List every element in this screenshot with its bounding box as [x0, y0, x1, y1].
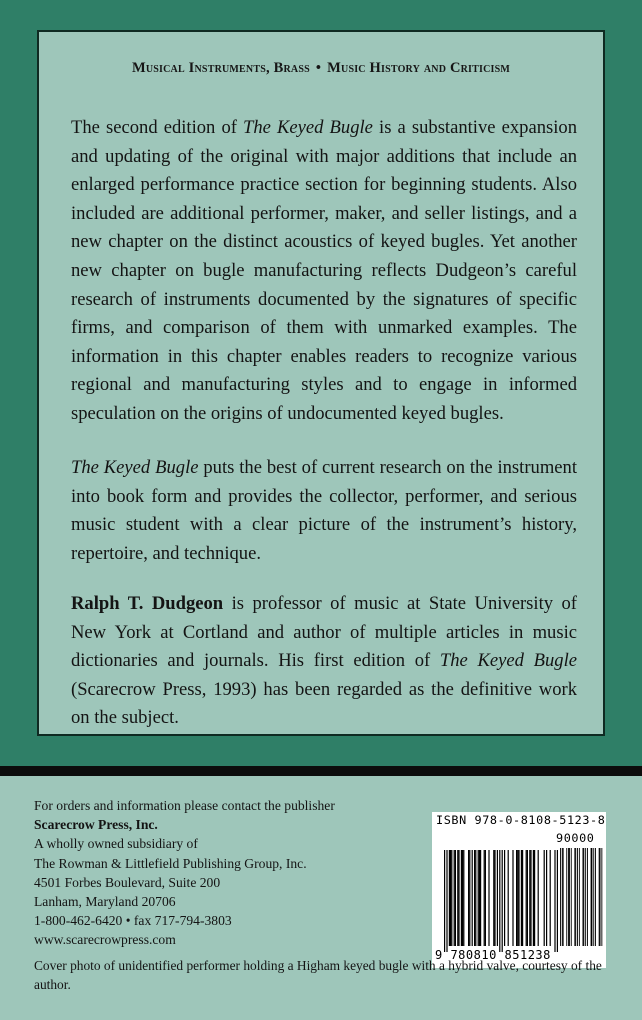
barcode-bar [546, 850, 547, 946]
category-line [39, 60, 603, 77]
addon-bar [574, 848, 575, 946]
barcode-bar [493, 850, 494, 946]
barcode-bar [444, 850, 445, 952]
addon-bar [601, 848, 602, 946]
barcode-bar [527, 850, 528, 946]
addon-bar [593, 848, 594, 946]
addon-bar [563, 848, 564, 946]
addon-bar [571, 848, 572, 946]
addon-bar [560, 848, 561, 946]
barcode-bar [479, 850, 480, 946]
barcode-bar [502, 850, 503, 952]
barcode-bar [508, 850, 509, 946]
barcode-bar [478, 850, 479, 946]
barcode-bars-icon [432, 812, 606, 968]
barcode-bar [516, 850, 517, 946]
barcode-bar [504, 850, 505, 946]
ean-number: 9 780810 851238 [435, 948, 551, 962]
barcode-bar [480, 850, 481, 946]
barcode-bar [499, 850, 500, 952]
barcode-bar [450, 850, 451, 946]
barcode-bar [550, 850, 551, 946]
publisher-phone: 1-800-462-6420 • fax 717-794-3803 [34, 913, 232, 929]
barcode-bar [538, 850, 539, 946]
barcode-bar [458, 850, 459, 946]
barcode-bar [557, 850, 558, 952]
barcode-bar [454, 850, 455, 946]
isbn-barcode [432, 812, 606, 968]
p2-book-title: The Keyed Bugle [71, 457, 199, 478]
addon-bar [600, 848, 601, 946]
barcode-bar [449, 850, 450, 946]
barcode-bar [472, 850, 473, 946]
p1-text-end: is a substantive expansion and updating of the original with major additions that include an enlarged performance practice section for beginning students. Also included are additional performer, maker, and seller listings, and a new chapter on the distinct acoustics of keyed bugles. Yet another new chapter on bugle manufacturing reflects Dudgeon’s careful research of instruments documented by the signatures of specific firms, and comparison of them with unmarked examples. The information in this chapter enables readers to recognize various regional and manufacturing styles and to engage in informed speculation on the origins of undocumented keyed bugles. [71, 117, 578, 424]
barcode-bar [485, 850, 486, 946]
addon-bar [595, 848, 596, 946]
barcode-bar [554, 850, 555, 952]
addon-bar [566, 848, 567, 946]
barcode-bar [526, 850, 527, 946]
addon-bar [575, 848, 576, 946]
publisher-intro: For orders and information please contact the publisher [34, 798, 335, 813]
addon-bars [560, 848, 602, 946]
category-right: Music History and Criticism [327, 60, 511, 76]
author-bio-end: (Scarecrow Press, 1993) has been regarded as the definitive work on the subject. [71, 678, 577, 729]
barcode-bar [457, 850, 458, 946]
addon-bar [592, 848, 593, 946]
author-name: Ralph T. Dudgeon [71, 593, 224, 614]
addon-bar [568, 848, 569, 946]
barcode-bar [468, 850, 469, 946]
barcode-bar [512, 850, 513, 946]
barcode-bar [521, 850, 522, 946]
addon-bar [583, 848, 584, 946]
addon-bar [562, 848, 563, 946]
barcode-bar [469, 850, 470, 946]
barcode-bar [463, 850, 464, 946]
addon-bar [585, 848, 586, 946]
barcode-bar [529, 850, 530, 946]
description-paragraph-2 [71, 454, 577, 568]
publisher-address-2: Lanham, Maryland 20706 [34, 894, 176, 910]
barcode-bar [488, 850, 489, 946]
barcode-bar [494, 850, 495, 946]
category-left: Musical Instruments, Brass [131, 60, 310, 76]
addon-bar [579, 848, 580, 946]
barcode-bar [518, 850, 519, 946]
ean-bars [444, 850, 558, 952]
description-paragraph-1 [71, 114, 577, 429]
isbn-number: ISBN 978-0-8108-5123-8 [436, 813, 606, 827]
description-panel [37, 30, 605, 736]
price-code: 90000 [556, 831, 595, 845]
p1-book-title: The Keyed Bugle [243, 117, 373, 138]
publisher-name: Scarecrow Press, Inc. [34, 817, 158, 833]
addon-bar [569, 848, 570, 946]
publisher-subsidiary: A wholly owned subsidiary of [34, 836, 198, 852]
barcode-bar [484, 850, 485, 946]
barcode-bar [474, 850, 475, 946]
publisher-address-1: 4501 Forbes Boulevard, Suite 200 [34, 874, 221, 890]
cover-photo-caption: Cover photo of unidentified performer holding a Higham keyed bugle with a hybrid valve, courtesy of the author. [34, 958, 602, 993]
p2-text: puts the best of current research on the instrument into book form and provides the collector, performer, and serious music student with a clear picture of the instrument’s history, repertoire, and technique. [71, 457, 577, 564]
barcode-bar [451, 850, 452, 946]
barcode-bar [534, 850, 535, 946]
category-separator: • [315, 60, 322, 76]
barcode-bar [530, 850, 531, 946]
p1-text-start: The second edition of [71, 117, 244, 138]
publisher-website[interactable]: www.scarecrowpress.com [34, 932, 176, 948]
barcode-bar [455, 850, 456, 946]
addon-bar [583, 848, 584, 946]
addon-bar [587, 848, 588, 946]
addon-bar [599, 848, 600, 946]
addon-bar [577, 848, 578, 946]
barcode-bar [446, 850, 447, 952]
barcode-bar [461, 850, 462, 946]
publisher-info [34, 796, 434, 950]
author-bio [71, 590, 577, 733]
barcode-bar [533, 850, 534, 946]
barcode-bar [497, 850, 498, 946]
barcode-bar [462, 850, 463, 946]
author-bio-book-title: The Keyed Bugle [439, 650, 578, 672]
publisher-section [0, 776, 642, 1020]
barcode-bar [517, 850, 518, 946]
publisher-parent: The Rowman & Littlefield Publishing Group, Inc. [34, 855, 307, 871]
barcode-bar [475, 850, 476, 946]
addon-bar [591, 848, 592, 946]
author-bio-start: is professor of music at State University of New York at Cortland and author of multiple articles in music dictionaries and journals. His first edition of [71, 593, 577, 672]
section-divider [0, 766, 642, 776]
barcode-bar [522, 850, 523, 946]
barcode-bar [544, 850, 545, 946]
